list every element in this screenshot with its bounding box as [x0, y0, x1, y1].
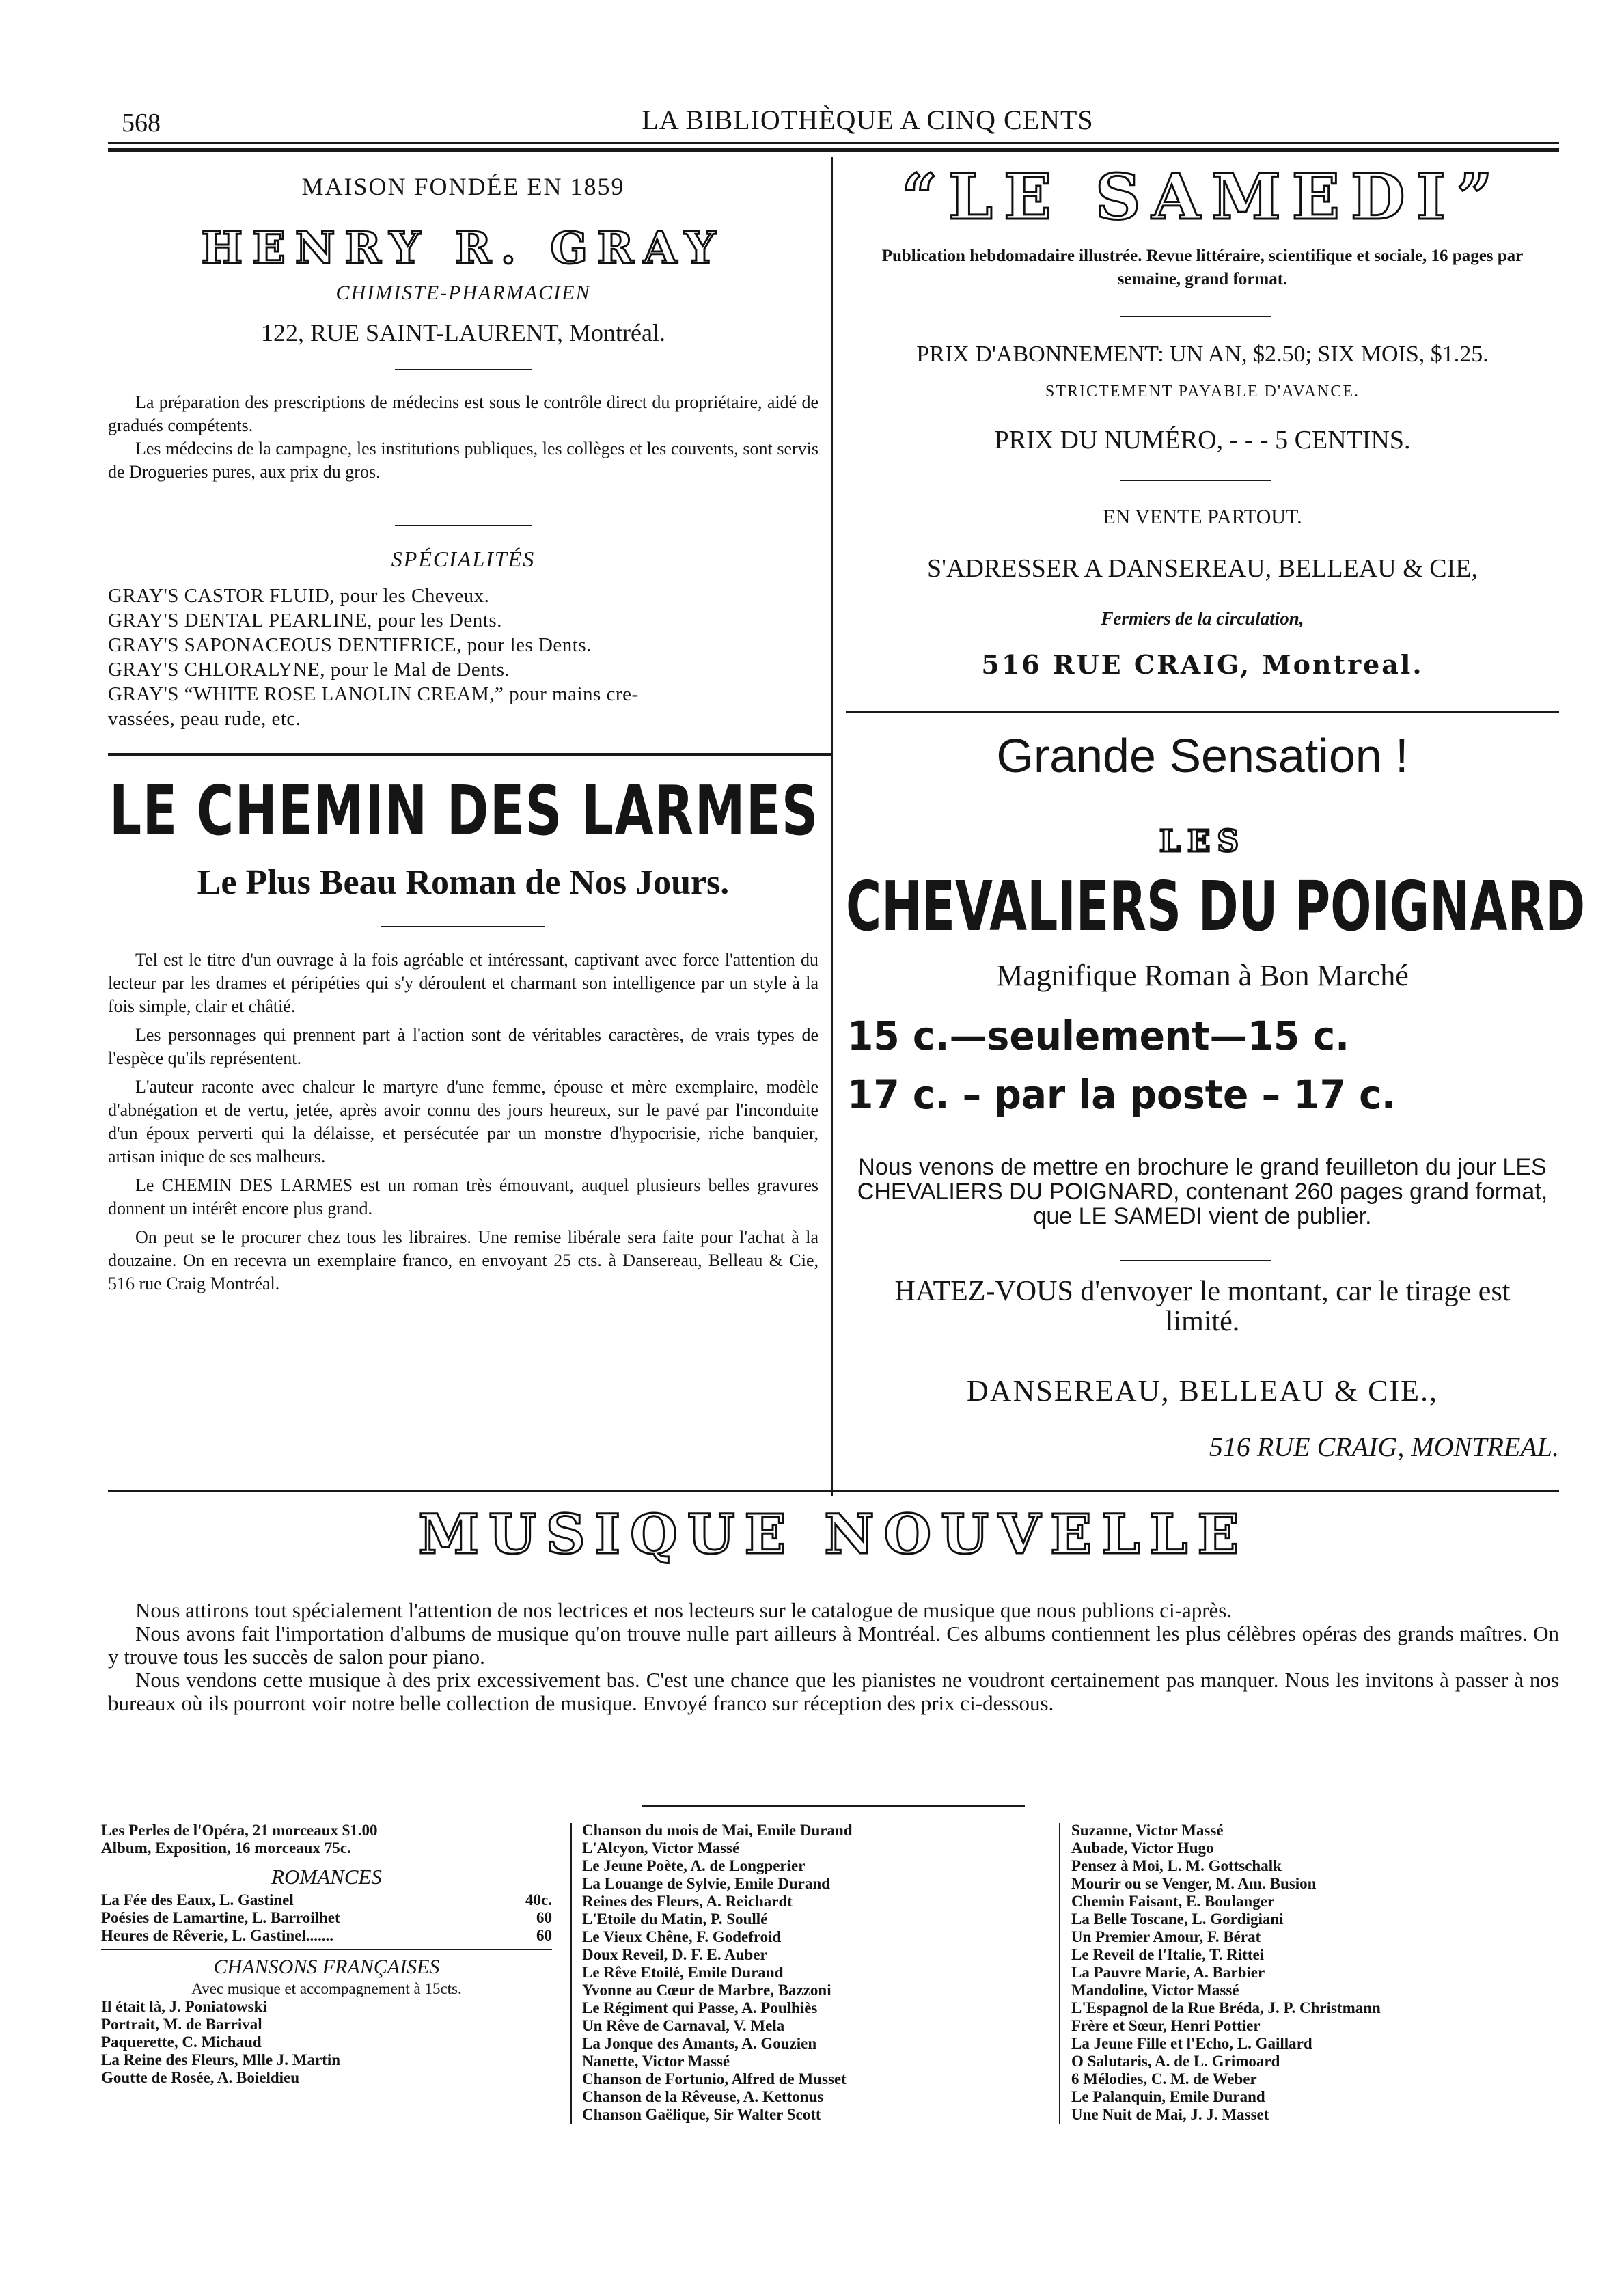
catalogue-col-1: [101, 1822, 552, 2087]
catalogue-item: Portrait, M. de Barrival: [101, 2016, 262, 2033]
musique-intro: [108, 1599, 1559, 1715]
samedi-rue: 516 RUE CRAIG, Montreal.: [981, 649, 1424, 680]
catalogue-item: Nanette, Victor Massé: [582, 2053, 730, 2070]
catalogue-item: L'Etoile du Matin, P. Soullé: [582, 1911, 768, 1928]
gray-bottom-rule: [108, 753, 831, 756]
chevaliers-paragraph: Nous venons de mettre en brochure le grand feuilleton du jour LES CHEVALIERS DU POIGNARD, contenant 260 pages grand format, que LE SAMEDI vient de publier.: [857, 1154, 1548, 1229]
catalogue-item: Un Premier Amour, F. Bérat: [1071, 1928, 1261, 1945]
catalogue-item: La Belle Toscane, L. Gordigiani: [1071, 1911, 1284, 1928]
samedi-adresser: S'ADRESSER A DANSEREAU, BELLEAU & CIE,: [927, 554, 1478, 583]
catalogue-divider: [101, 1949, 552, 1950]
catalogue-item: L'Alcyon, Victor Massé: [582, 1839, 740, 1857]
catalogue-item: Il était là, J. Poniatowski: [101, 1998, 267, 2015]
catalogue-col-divider-1: [570, 1823, 572, 2124]
samedi-fermiers: Fermiers de la circulation,: [1101, 608, 1304, 629]
catalogue-item: Paquerette, C. Michaud: [101, 2033, 262, 2051]
larmes-body: [108, 948, 818, 1296]
samedi-strictement: STRICTEMENT PAYABLE D'AVANCE.: [1045, 383, 1360, 400]
header-rule-thick: [108, 148, 1559, 152]
gray-address: 122, RUE SAINT-LAURENT, Montréal.: [261, 319, 665, 346]
musique-rule: [642, 1805, 1025, 1807]
musique-paragraph: Nous vendons cette musique à des prix excessivement bas. C'est une chance que les pianistes ne voudront certainement pas manquer. Nous les invitons à passer à nos bureaux où ils pourront voir notre belle collection de musique. Envoyé franco sur réception des prix ci-dessous.: [108, 1668, 1559, 1715]
chevaliers-subtitle: Magnifique Roman à Bon Marché: [996, 959, 1409, 992]
gray-paragraph: La préparation des prescriptions de médecins est sous le contrôle direct du propriétaire, aidé de gradués compétents.: [108, 392, 818, 435]
catalogue-item: Le Jeune Poète, A. de Longperier: [582, 1857, 806, 1874]
catalogue-item: Doux Reveil, D. F. E. Auber: [582, 1946, 767, 1963]
specialites-list: [108, 584, 818, 731]
chevaliers-hatez: HATEZ-VOUS d'envoyer le montant, car le tirage est limité.: [894, 1276, 1511, 1337]
catalogue-col-3: [1071, 1822, 1563, 2124]
catalogue-col-divider-2: [1059, 1823, 1060, 2124]
catalogue-item: Goutte de Rosée, A. Boieldieu: [101, 2069, 300, 2086]
chevaliers-price2: 17 c. – par la poste – 17 c.: [847, 1071, 1396, 1118]
larmes-paragraph: L'auteur raconte avec chaleur le martyre d'une femme, épouse et mère exemplaire, modèle d'abnégation et de vertu, jetée, après avoir connu des jours heureux, sur le pavé par l'inconduite d'un époux perverti qui la délaisse, et persécutée par un monstre d'hypocrisie, riche banquier, artisan inique de ses malheurs.: [108, 1077, 818, 1166]
catalogue-item: Un Rêve de Carnaval, V. Mela: [582, 2017, 785, 2034]
chansons-title: CHANSONS FRANÇAISES: [213, 1956, 440, 1978]
column-divider: [831, 157, 833, 1496]
catalogue-item: Chanson de la Rêveuse, A. Kettonus: [582, 2088, 824, 2105]
specialite-item: GRAY'S CASTOR FLUID, pour les Cheveux.: [108, 585, 490, 607]
catalogue-item: O Salutaris, A. de L. Grimoard: [1071, 2053, 1280, 2070]
chevaliers-title: CHEVALIERS DU POIGNARD: [846, 866, 1586, 946]
gray-profession: CHIMISTE-PHARMACIEN: [335, 282, 591, 304]
catalogue-item: Les Perles de l'Opéra, 21 morceaux $1.00: [101, 1822, 378, 1839]
catalogue-col-2: [582, 1822, 1047, 2124]
romance-price: 60: [536, 1909, 552, 1926]
catalogue-item: Pensez à Moi, L. M. Gottschalk: [1071, 1857, 1282, 1874]
catalogue-item: Yvonne au Cœur de Marbre, Bazzoni: [582, 1982, 831, 1999]
gray-name: HENRY R. GRAY: [201, 223, 726, 274]
chevaliers-headline: Grande Sensation !: [996, 729, 1409, 782]
catalogue-item: Suzanne, Victor Massé: [1071, 1822, 1224, 1839]
chevaliers-les: LES: [1159, 824, 1246, 859]
larmes-paragraph: Tel est le titre d'un ouvrage à la fois agréable et intéressant, captivant avec force l'attention du lecteur par les drames et péripéties qui s'y déroulent et charmant son intelligence par un style à la fois simple, clair et châtié.: [108, 950, 818, 1016]
catalogue-item: Frère et Sœur, Henri Pottier: [1071, 2017, 1261, 2034]
catalogue-item: Chanson Gaëlique, Sir Walter Scott: [582, 2106, 821, 2123]
catalogue-item: Chemin Faisant, E. Boulanger: [1071, 1893, 1275, 1910]
running-title: LA BIBLIOTHÈQUE A CINQ CENTS: [642, 105, 1094, 135]
chevaliers-address: 516 RUE CRAIG, MONTREAL.: [1209, 1432, 1559, 1462]
larmes-paragraph: Les personnages qui prennent part à l'action sont de véritables caractères, de vrais types de l'espèce qu'ils représentent.: [108, 1025, 818, 1068]
catalogue-item: Mandoline, Victor Massé: [1071, 1982, 1239, 1999]
gray-rule-1: [395, 369, 532, 370]
samedi-numero: PRIX DU NUMÉRO, - - - 5 CENTINS.: [994, 426, 1411, 454]
romance-title: La Fée des Eaux, L. Gastinel: [101, 1891, 294, 1908]
musique-paragraph: Nous attirons tout spécialement l'attention de nos lectrices et nos lecteurs sur le catalogue de musique que nous publions ci-après.: [135, 1598, 1233, 1622]
chansons-subtitle: Avec musique et accompagnement à 15cts.: [191, 1980, 462, 1997]
catalogue-item: 6 Mélodies, C. M. de Weber: [1071, 2070, 1257, 2087]
catalogue-item: Chanson du mois de Mai, Emile Durand: [582, 1822, 853, 1839]
catalogue-item: Album, Exposition, 16 morceaux 75c.: [101, 1839, 351, 1857]
catalogue-item: Le Régiment qui Passe, A. Poulhiès: [582, 1999, 818, 2016]
chevaliers-rule: [1120, 1260, 1271, 1261]
samedi-rule-1: [1120, 316, 1271, 317]
catalogue-item: Le Vieux Chêne, F. Godefroid: [582, 1928, 782, 1945]
catalogue-item: La Jonque des Amants, A. Gouzien: [582, 2035, 817, 2052]
musique-title: MUSIQUE NOUVELLE: [418, 1502, 1249, 1566]
romance-price: 60: [536, 1927, 552, 1944]
catalogue-item: La Pauvre Marie, A. Barbier: [1071, 1964, 1265, 1981]
gray-rule-2: [395, 525, 532, 526]
romance-title: Poésies de Lamartine, L. Barroilhet: [101, 1909, 340, 1926]
larmes-subtitle: Le Plus Beau Roman de Nos Jours.: [197, 863, 730, 902]
samedi-bottom-rule: [846, 711, 1559, 713]
samedi-abonnement: PRIX D'ABONNEMENT: UN AN, $2.50; SIX MOIS, $1.25.: [916, 342, 1489, 367]
gray-paragraph: Les médecins de la campagne, les institutions publiques, les collèges et les couvents, sont servis de Drogueries pures, aux prix du gros.: [108, 439, 818, 482]
musique-paragraph: Nous avons fait l'importation d'albums de musique qu'on trouve nulle part ailleurs à Montréal. Ces albums contiennent les plus célèbres opéras des grands maîtres. On y trouve tous les succès de salon pour piano.: [108, 1621, 1559, 1669]
specialite-item: vassées, peau rude, etc.: [108, 708, 301, 730]
romances-title: ROMANCES: [271, 1865, 382, 1889]
catalogue-item: Aubade, Victor Hugo: [1071, 1839, 1214, 1857]
catalogue-item: Chanson de Fortunio, Alfred de Musset: [582, 2070, 847, 2087]
specialite-item: GRAY'S DENTAL PEARLINE, pour les Dents.: [108, 610, 502, 631]
catalogue-item: Le Palanquin, Emile Durand: [1071, 2088, 1265, 2105]
romance-price: 40c.: [525, 1891, 552, 1908]
catalogue-item: Reines des Fleurs, A. Reichardt: [582, 1893, 793, 1910]
samedi-rule-2: [1120, 480, 1271, 481]
romance-item: [101, 1891, 552, 1909]
catalogue-item: La Jeune Fille et l'Echo, L. Gaillard: [1071, 2035, 1312, 2052]
samedi-vente: EN VENTE PARTOUT.: [1103, 506, 1302, 528]
larmes-paragraph: On peut se le procurer chez tous les libraires. Une remise libérale sera faite pour l'achat à la douzaine. On en recevra un exemplaire franco, en envoyant 25 cts. à Dansereau, Belleau & Cie, 516 rue Craig Montréal.: [108, 1227, 818, 1293]
larmes-rule: [381, 926, 545, 927]
specialite-item: GRAY'S CHLORALYNE, pour le Mal de Dents.: [108, 659, 510, 681]
chevaliers-signature: DANSEREAU, BELLEAU & CIE.,: [967, 1374, 1438, 1408]
specialites-title: SPÉCIALITÉS: [391, 547, 536, 571]
gray-body: [108, 391, 818, 484]
catalogue-item: Une Nuit de Mai, J. J. Masset: [1071, 2106, 1269, 2123]
larmes-paragraph: Le CHEMIN DES LARMES est un roman très émouvant, auquel plusieurs belles gravures donnent un intérêt encore plus grand.: [108, 1175, 818, 1218]
specialite-item: GRAY'S “WHITE ROSE LANOLIN CREAM,” pour mains cre-: [108, 683, 639, 705]
header-rule-thin: [108, 142, 1559, 144]
larmes-title: LE CHEMIN DES LARMES: [109, 771, 819, 851]
romance-item: [101, 1927, 552, 1945]
catalogue-item: La Reine des Fleurs, Mlle J. Martin: [101, 2051, 341, 2068]
specialite-item: GRAY'S SAPONACEOUS DENTIFRICE, pour les Dents.: [108, 634, 592, 656]
chevaliers-price1: 15 c.—seulement—15 c.: [847, 1013, 1350, 1059]
romance-item: [101, 1909, 552, 1927]
catalogue-item: Mourir ou se Venger, M. Am. Busion: [1071, 1875, 1317, 1892]
musique-top-rule: [108, 1490, 1559, 1492]
catalogue-item: Le Reveil de l'Italie, T. Rittei: [1071, 1946, 1265, 1963]
romance-title: Heures de Rêverie, L. Gastinel.......: [101, 1927, 334, 1944]
catalogue-item: L'Espagnol de la Rue Bréda, J. P. Christmann: [1071, 1999, 1381, 2016]
catalogue-item: Le Rêve Etoilé, Emile Durand: [582, 1964, 784, 1981]
samedi-title: “LE SAMEDI”: [901, 160, 1504, 234]
page-number: 568: [122, 109, 161, 137]
samedi-description: Publication hebdomadaire illustrée. Revue littéraire, scientifique et sociale, 16 pages par semaine, grand format.: [881, 247, 1524, 288]
catalogue-item: La Louange de Sylvie, Emile Durand: [582, 1875, 830, 1892]
gray-founded: MAISON FONDÉE EN 1859: [301, 173, 625, 200]
